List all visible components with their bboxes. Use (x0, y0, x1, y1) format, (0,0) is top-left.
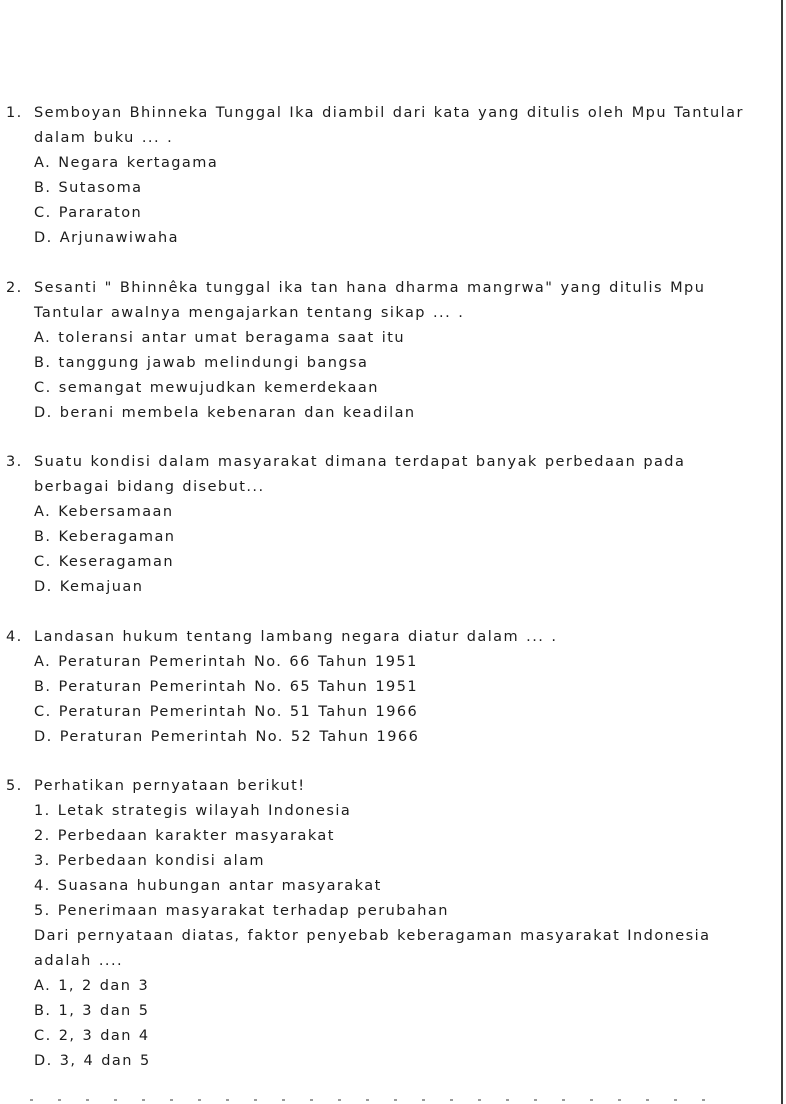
question-3-option-b: B. Keberagaman (34, 529, 176, 545)
question-3-stem-line-1: Suatu kondisi dalam masyarakat dimana terdapat banyak perbedaan pada (34, 454, 686, 470)
question-1-option-d: D. Arjunawiwaha (34, 230, 180, 246)
question-5-stem-line-1: Perhatikan pernyataan berikut! (34, 778, 306, 794)
question-2-stem-line-1: Sesanti " Bhinnêka tunggal ika tan hana dharma mangrwa" yang ditulis Mpu (34, 280, 706, 296)
question-5-number: 5. (6, 778, 23, 794)
question-3-option-c: C. Keseragaman (34, 554, 174, 570)
question-5-option-b: B. 1, 3 dan 5 (34, 1003, 150, 1019)
question-1-option-c: C. Pararaton (34, 205, 143, 221)
question-4-option-d: D. Peraturan Pemerintah No. 52 Tahun 1966 (34, 729, 420, 745)
question-4-option-b: B. Peraturan Pemerintah No. 65 Tahun 1951 (34, 679, 419, 695)
question-5-statement-4: 4. Suasana hubungan antar masyarakat (34, 878, 382, 894)
question-5-statement-3: 3. Perbedaan kondisi alam (34, 853, 265, 869)
page-edge-line (781, 0, 783, 1104)
question-4-stem-line-1: Landasan hukum tentang lambang negara diatur dalam ... . (34, 629, 558, 645)
question-5-option-c: C. 2, 3 dan 4 (34, 1028, 150, 1044)
question-1-stem-line-2: dalam buku ... . (34, 130, 174, 146)
question-2-option-c: C. semangat mewujudkan kemerdekaan (34, 380, 379, 396)
question-1-option-b: B. Sutasoma (34, 180, 143, 196)
question-5-option-d: D. 3, 4 dan 5 (34, 1053, 151, 1069)
question-5-statement-5: 5. Penerimaan masyarakat terhadap perubahan (34, 903, 449, 919)
question-2-option-d: D. berani membela kebenaran dan keadilan (34, 405, 416, 421)
question-3-stem-line-2: berbagai bidang disebut... (34, 479, 265, 495)
question-1-option-a: A. Negara kertagama (34, 155, 219, 171)
question-3-number: 3. (6, 454, 23, 470)
question-2-stem-line-2: Tantular awalnya mengajarkan tentang sikap ... . (34, 305, 465, 321)
question-5-option-a: A. 1, 2 dan 3 (34, 978, 150, 994)
question-2-option-b: B. tanggung jawab melindungi bangsa (34, 355, 369, 371)
question-4-option-c: C. Peraturan Pemerintah No. 51 Tahun 1966 (34, 704, 419, 720)
question-2-option-a: A. toleransi antar umat beragama saat itu (34, 330, 405, 346)
question-5-prompt-line-2: adalah .... (34, 953, 124, 969)
question-1-stem-line-1: Semboyan Bhinneka Tunggal Ika diambil dari kata yang ditulis oleh Mpu Tantular (34, 105, 744, 121)
question-1-number: 1. (6, 105, 23, 121)
question-5-statement-2: 2. Perbedaan karakter masyarakat (34, 828, 335, 844)
question-4-number: 4. (6, 629, 23, 645)
question-3-option-a: A. Kebersamaan (34, 504, 174, 520)
question-2-number: 2. (6, 280, 23, 296)
question-5-prompt-line-1: Dari pernyataan diatas, faktor penyebab keberagaman masyarakat Indonesia (34, 928, 711, 944)
question-3-option-d: D. Kemajuan (34, 579, 144, 595)
cut-off-text-fragments (30, 1099, 710, 1101)
question-5-statement-1: 1. Letak strategis wilayah Indonesia (34, 803, 352, 819)
question-4-option-a: A. Peraturan Pemerintah No. 66 Tahun 1951 (34, 654, 418, 670)
